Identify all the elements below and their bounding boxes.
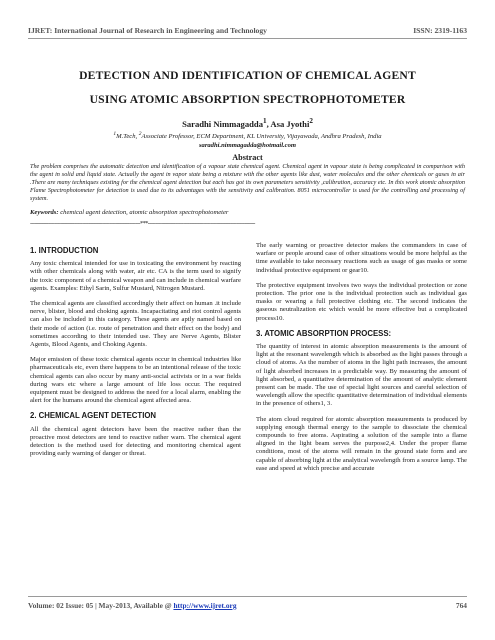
- title-line-2: USING ATOMIC ABSORPTION SPECTROPHOTOMETER: [89, 93, 406, 106]
- title-line-1: DETECTION AND IDENTIFICATION OF CHEMICAL AGENT: [79, 69, 416, 82]
- section-1-heading: 1. INTRODUCTION: [30, 246, 99, 255]
- footer-rule: [28, 596, 467, 597]
- author-1-mark: 1: [263, 117, 267, 125]
- detection-paragraph-3: The protective equipment involves two ways the individual protection or zone protection. The prior one is the individual protection such as individual gas masks or wearing a full protective clothing etc. The second indicates the gaseous neutralization etc which would be more effective but a complicated process10.: [256, 281, 467, 322]
- affil-mark-2: 2: [138, 131, 142, 137]
- intro-paragraph-2: The chemical agents are classified accordingly their affect on human .it include nerve, blister, blood and choking agents. Incapacitating and riot control agents can also be included in this category. These agents are aptly named based on their mode of action (i.e. route of penetration and their effect on the body) and sometimes according to their intended use. They are Nerve Agents, Blister Agents, Blood Agents, and Choking Agents.: [30, 300, 241, 349]
- journal-name: IJRET: International Journal of Research in Engineering and Technology: [28, 26, 267, 35]
- section-3-heading: 3. ATOMIC ABSORPTION PROCESS:: [256, 328, 392, 338]
- running-header: [28, 26, 467, 35]
- detection-paragraph-1: All the chemical agent detectors have been the reactive rather than the proactive most detectors are tend to reactive rather warn. The chemical agent detection is the method used for detecting and monitoring chemical agent providing early warning of danger or threat.: [30, 425, 241, 458]
- footer-volume-text: Volume: 02 Issue: 05 | May-2013, Available @: [28, 601, 174, 610]
- abstract-heading: Abstract: [232, 153, 263, 162]
- issn: ISSN: 2319-1163: [413, 26, 467, 35]
- footer-volume-info: [28, 601, 237, 610]
- author-2: Asa Jyothi: [270, 118, 310, 129]
- running-footer: [28, 601, 467, 610]
- author-separator: ,: [266, 118, 271, 129]
- header-rule: [28, 38, 467, 39]
- absorption-paragraph-2: The atom cloud required for atomic absorption measurements is produced by supplying enough thermal energy to the sample to dissociate the chemical compounds to free atoms. Aspirating a solution of the sample into a flame aligned in the light beam serves the purpose2,4. Under the proper flame conditions, most of the atoms will remain in the ground state form and are capable of absorbing light at the analytical wavelength from a source lamp. The ease and speed at which precise and accurate: [256, 415, 467, 472]
- paper-title: [20, 64, 475, 112]
- detection-paragraph-2: The early warning or proactive detector makes the commanders in case of warfare or people around case of other situations would be more helpful as the time available to take necessary reactions such as usage of gas masks or some individual protective equipment or gear10.: [256, 242, 467, 274]
- page-number: 764: [455, 601, 467, 610]
- affil-mark-1: 1: [113, 131, 117, 137]
- author-1: Saradhi Nimmagadda: [182, 118, 264, 129]
- abstract-text: The problem comprises the automatic detection and identification of a vapour state chemical agent. Chemical agent in vapour state is being complicated in comparison with the agent in solid and liquid state. Actually the agent in vapor state being a mixture with the other agents like dust, water molecules and the other chemicals or gases in air .There are many techniques existing for the chemical agent detection but each has got its own parameters sensitivity ,calibration, accuracy etc. In this work atomic absorption Flame Spectrophotometer for detection is used due to its advantages with the sensitivity and calibration. 8051 microcontroller is used for the controlling and processing of system.: [30, 163, 465, 202]
- section-2-heading: 2. CHEMICAL AGENT DETECTION: [30, 411, 157, 421]
- journal-url-link[interactable]: http://www.ijret.org: [173, 601, 237, 610]
- keywords: [30, 209, 465, 216]
- affil-role-2: Associate Professor, ECM Department, KL University, Vijayawada, Andhra Pradesh, India: [141, 133, 382, 141]
- affiliation: [20, 130, 475, 150]
- author-2-mark: 2: [309, 117, 313, 125]
- keywords-label: Keywords:: [30, 209, 59, 216]
- intro-paragraph-3: Major emission of these toxic chemical agents occur in chemical industries like pharmaceuticals etc, even there happens to be an intentional release of the toxic chemical agents can also occur by many anti-social activists or in a war fields during wars etc where a large amount of life loss occur. The required equipment must be designed to address the need for a local alarm, enabling the alert for the humans around the chemical agent affected area.: [30, 356, 241, 405]
- author-list: [20, 117, 475, 129]
- affil-role-1: M.Tech,: [116, 133, 139, 141]
- left-column: [30, 243, 241, 465]
- absorption-paragraph-1: The quantity of interest in atomic absorption measurements is the amount of light at the resonant wavelength which is absorbed as the light passes through a cloud of atoms. As the number of atoms in the light path increases, the amount of light absorbed increases in a predictable way. By measuring the amount of light absorbed, a quantitative determination of the amount of analytic element present can be made. The use of special light sources and careful selection of wavelength allow the specific quantitative determination of individual elements in the presence of others1, 3.: [256, 343, 467, 408]
- author-email: saradhi.nimmagadda@hotmail.com: [198, 142, 297, 150]
- right-column: [256, 242, 467, 480]
- intro-paragraph-1: Any toxic chemical intended for use in toxicating the environment by reacting with other chemicals along with water, air etc. CA is the term used to signify the toxic component of a chemical weapon and can include in chemical warfare agents. Examples: Ethyl Sarin, Sulfur Mustard, Nitrogen Mustard.: [30, 260, 241, 292]
- keywords-text: chemical agent detection, atomic absorption spectrophotometer: [58, 209, 229, 216]
- section-separator: ------------------------------------------------------------------------***----------------------------------------------------------------------: [30, 220, 255, 227]
